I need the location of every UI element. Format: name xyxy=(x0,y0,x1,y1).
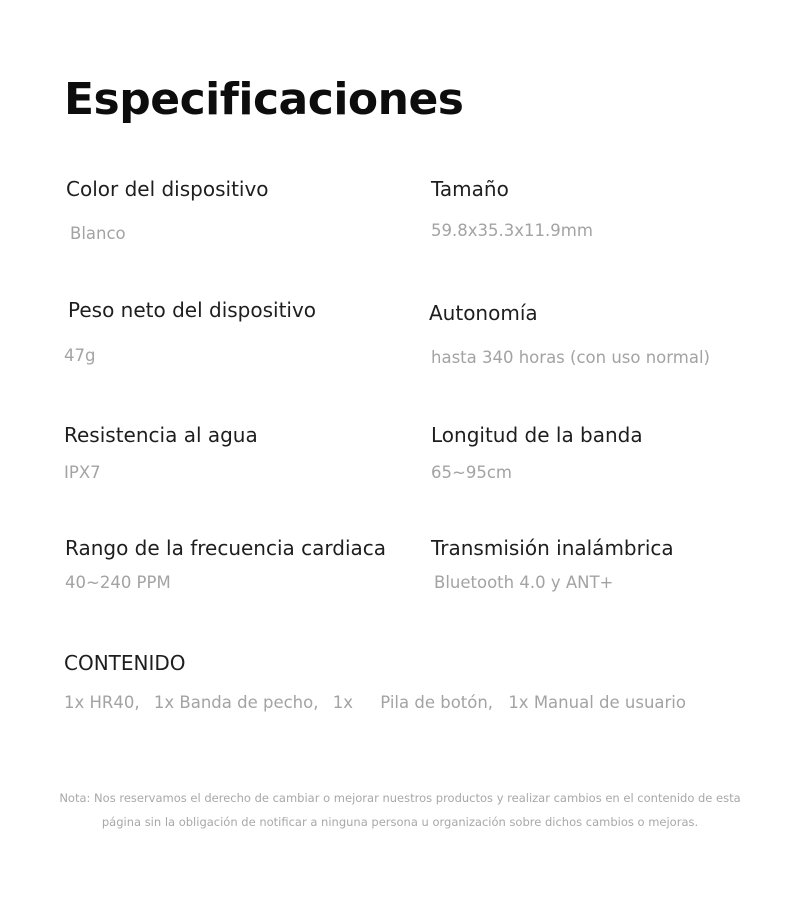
spec-label-band: Longitud de la banda xyxy=(431,423,643,447)
contents-value xyxy=(64,693,686,712)
spec-value-battery: hasta 340 horas (con uso normal) xyxy=(431,348,710,367)
spec-label-water: Resistencia al agua xyxy=(64,423,258,447)
contents-item: Pila de botón, xyxy=(380,693,494,712)
spec-label-heart-rate: Rango de la frecuencia cardiaca xyxy=(65,536,387,560)
spec-value-color: Blanco xyxy=(70,224,126,243)
spec-value-size: 59.8x35.3x11.9mm xyxy=(431,221,593,240)
spec-value-weight: 47g xyxy=(64,346,96,365)
spec-label-size: Tamaño xyxy=(431,177,509,201)
spec-value-band: 65~95cm xyxy=(431,463,512,482)
spec-value-water: IPX7 xyxy=(64,463,101,482)
contents-label: CONTENIDO xyxy=(64,651,186,675)
contents-item: 1x Banda de pecho, xyxy=(153,693,319,712)
spec-label-color: Color del dispositivo xyxy=(66,177,269,201)
spec-label-weight: Peso neto del dispositivo xyxy=(68,298,317,322)
page-title: Especificaciones xyxy=(64,74,464,125)
spec-label-wireless: Transmisión inalámbrica xyxy=(431,536,674,560)
contents-item: 1x xyxy=(332,693,353,712)
contents-item: 1x Manual de usuario xyxy=(508,693,686,712)
spec-value-wireless: Bluetooth 4.0 y ANT+ xyxy=(434,573,614,592)
disclaimer-note-line1: Nota: Nos reservamos el derecho de cambiar o mejorar nuestros productos y realizar cambios en el contenido de esta xyxy=(59,791,741,805)
disclaimer-note-line2: página sin la obligación de notificar a ninguna persona u organización sobre dichos cambios o mejoras. xyxy=(101,815,699,829)
spec-label-battery: Autonomía xyxy=(429,301,538,325)
spec-value-heart-rate: 40~240 PPM xyxy=(65,573,171,592)
contents-item: 1x HR40, xyxy=(64,693,140,712)
